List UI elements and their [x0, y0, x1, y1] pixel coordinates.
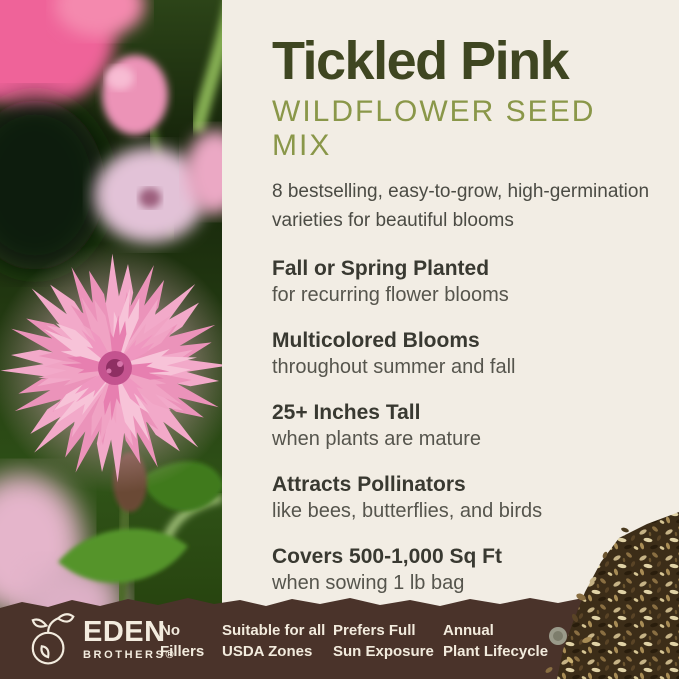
brand-subname: BROTHERS®: [83, 648, 177, 661]
feature-detail: when plants are mature: [272, 428, 482, 450]
product-title: Tickled Pink: [272, 31, 569, 91]
footer-item-line: Fillers: [160, 643, 205, 661]
feature-planting-season: [272, 257, 651, 307]
footer-item-lifecycle: [443, 620, 548, 664]
feature-detail: like bees, butterflies, and birds: [272, 500, 543, 522]
footer-item-no-fillers: [160, 620, 204, 664]
brand-name: EDEN: [83, 616, 166, 649]
footer-item-sun-exposure: [333, 620, 434, 664]
feature-detail: throughout summer and fall: [272, 356, 516, 378]
footer-item-line: Sun Exposure: [333, 643, 434, 661]
footer-item-line: No: [160, 621, 180, 639]
footer-item-line: Annual: [443, 621, 494, 639]
footer-item-line: USDA Zones: [222, 643, 313, 661]
feature-heading: Fall or Spring Planted: [272, 257, 490, 280]
feature-heading: Covers 500-1,000 Sq Ft: [272, 545, 502, 568]
feature-heading: Multicolored Blooms: [272, 329, 480, 352]
feature-bloom-color: [272, 329, 651, 379]
product-description: 8 bestselling, easy-to-grow, high-germination varieties for beautiful blooms: [272, 181, 650, 231]
eden-brothers-logo-icon: [22, 611, 76, 669]
feature-height: [272, 401, 651, 451]
footer-item-line: Prefers Full: [333, 621, 416, 639]
brand-logo: [22, 611, 176, 669]
footer-item-line: Plant Lifecycle: [443, 643, 549, 661]
pink-cornflower-photo: [0, 0, 222, 614]
feature-detail: when sowing 1 lb bag: [272, 572, 465, 594]
flower-photo: [0, 0, 222, 614]
footer-item-usda-zones: [222, 620, 325, 664]
footer-item-line: Suitable for all: [222, 621, 326, 639]
feature-heading: 25+ Inches Tall: [272, 401, 421, 424]
feature-detail: for recurring flower blooms: [272, 284, 509, 306]
feature-heading: Attracts Pollinators: [272, 473, 466, 496]
seed-pile-image: [535, 500, 679, 679]
product-subtitle: WILDFLOWER SEED MIX: [272, 95, 596, 162]
